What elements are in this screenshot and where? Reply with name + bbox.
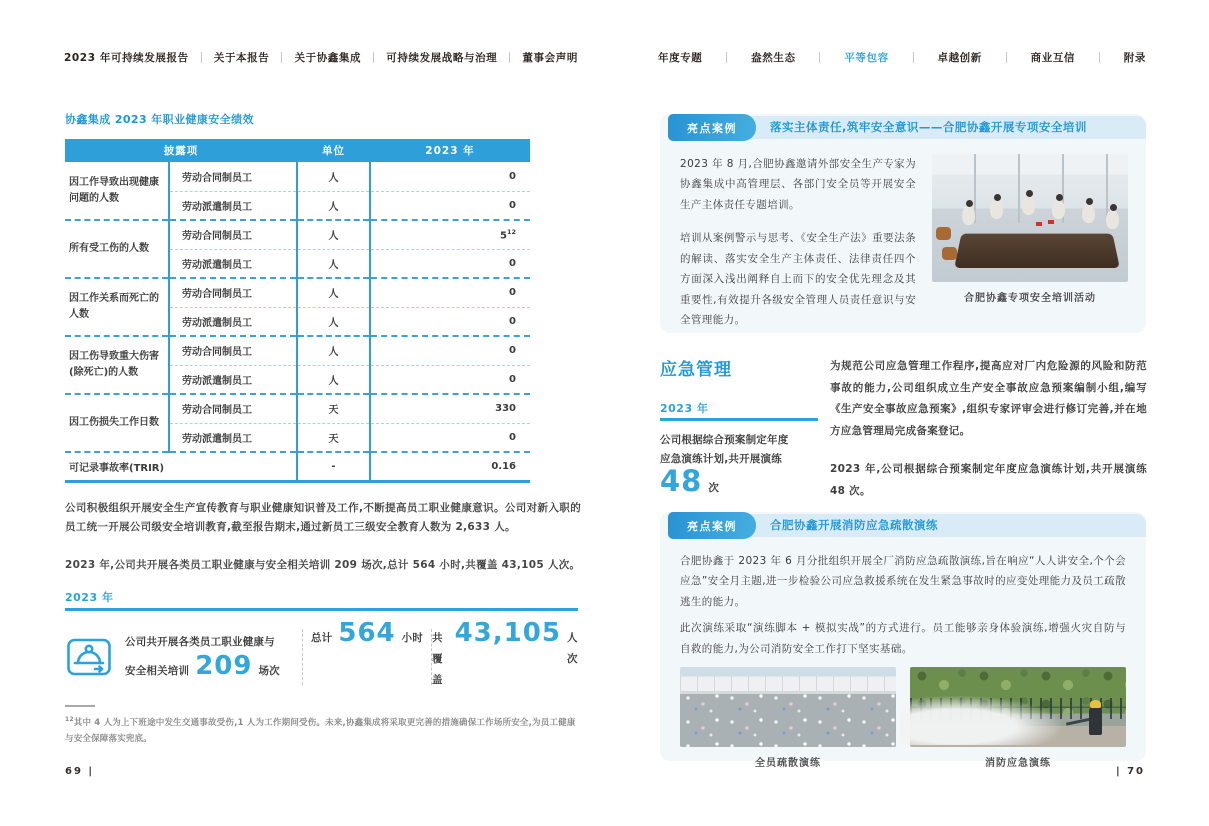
table-summary-row [65,452,530,481]
row-category: 因工作导致出现健康问题的人数 [69,176,159,204]
attendee [990,200,1003,219]
case-badge: 亮点案例 [668,114,756,141]
unit-cell: 人 [297,220,370,249]
table-title: 协鑫集成 2023 年职业健康安全绩效 [65,113,254,126]
stat-coverage [432,620,578,694]
value-cell: 330 [370,394,530,423]
stats-divider-rule [65,608,578,611]
row-category: 所有受工伤的人数 [65,220,169,278]
emergency-divider-rule [660,418,818,421]
chair [942,247,957,260]
stat-sessions-unit: 场次 [258,665,280,677]
body-paragraph-training-summary: 2023 年,公司共开展各类员工职业健康与安全相关培训 209 场次,总计 564 小时,共覆盖 43,105 人次。 [65,559,581,571]
unit-cell: - [297,452,370,481]
photo-fire-drill [910,667,1126,747]
drill-count-value: 48 [660,464,703,498]
employee-type: 劳动合同制员工 [169,220,297,249]
flag [1036,222,1042,226]
firefighter [1089,707,1102,735]
stat-coverage-prefix: 共覆盖 [432,632,443,686]
case-title: 落实主体责任,筑牢安全意识——合肥协鑫开展专项安全培训 [770,120,1087,134]
nav-item-appendix: 附录 [1123,52,1146,64]
employee-type: 劳动派遣制员工 [169,249,297,278]
stat-sessions-line1: 公司共开展各类员工职业健康与 [125,636,275,648]
emergency-paragraph2: 2023 年,公司根据综合预案制定年度应急演练计划,共开展演练 48 次。 [830,463,1147,497]
attendee [1052,200,1065,219]
value-cell: 0 [370,249,530,278]
footnote-marker: 12 [65,716,74,723]
section-heading-emergency-management: 应急管理 [660,360,732,380]
case-badge: 亮点案例 [668,512,756,539]
photo-caption: 消防应急演练 [985,758,1051,770]
trir-value: 0.16 [370,452,530,481]
nav-item-report-title: 2023 年可持续发展报告 [64,52,189,64]
header-year: 2023 年 [370,139,530,162]
nav-separator [373,52,374,63]
case-header [660,114,1146,141]
emergency-stat-text: 公司根据综合预案制定年度 应急演练计划,共开展演练 [660,434,789,465]
nav-item-equality-active: 平等包容 [844,52,889,64]
stats-year-label: 2023 年 [65,591,114,604]
nav-separator [281,52,282,63]
water-spray [900,696,1062,746]
table-row [65,162,530,191]
page-number-right: | 70 [1115,766,1145,777]
footnote-rule [65,705,95,707]
stat-hours [303,620,431,694]
photo-evacuation-drill [680,667,896,747]
emergency-stat-value [660,464,720,499]
row-category: 因工伤导致重大伤害(除死亡)的人数 [65,336,169,394]
unit-cell: 天 [297,423,370,452]
stat-sessions-value: 209 [195,651,253,681]
value-cell: 0 [370,336,530,365]
value-cell: 0 [370,307,530,336]
value-cell: 0 [370,365,530,394]
nav-separator [913,52,914,63]
page-number-left: 69 | [65,766,95,777]
unit-cell: 人 [297,307,370,336]
employee-type: 劳动合同制员工 [169,278,297,307]
emergency-year-label: 2023 年 [660,402,709,415]
photo-caption: 全员疏散演练 [755,758,821,770]
attendee [962,206,975,225]
nav-separator [726,52,727,63]
safety-performance-table [65,139,530,483]
stat-sessions-prefix: 安全相关培训 [125,665,190,677]
table-row [65,394,530,423]
footnote: $^{12}$其中 4 人为上下班途中发生交通事故受伤,1 人为工作期间受伤。未来,协鑫集成将采取更完善的措施确保工作场所安全,为员工健康与安全保障落实兜底。 [65,716,576,744]
employee-type: 劳动合同制员工 [169,162,297,191]
row-category: 因工伤损失工作日数 [65,394,169,452]
nav-item-business-trust: 商业互信 [1030,52,1076,64]
employee-type: 劳动合同制员工 [169,336,297,365]
nav-separator [1099,52,1100,63]
stat-coverage-value: 43,105 [454,618,561,648]
nav-item-about-company: 关于协鑫集成 [294,52,362,64]
factory-canopy [680,676,896,691]
nav-item-about-report: 关于本报告 [213,52,270,64]
trir-label: 可记录事故率(TRIR) [65,452,297,481]
nav-separator [1006,52,1007,63]
unit-cell: 人 [297,162,370,191]
nav-separator [509,52,510,63]
unit-cell: 天 [297,394,370,423]
nav-separator [201,52,202,63]
stat-coverage-unit: 人次 [566,632,578,665]
header-unit: 单位 [297,139,370,162]
stat-hours-prefix: 总计 [310,632,333,644]
attendee [1022,196,1035,215]
value-cell: 0 [370,278,530,307]
footnote-ref: 12 [506,228,516,237]
flag [1048,220,1054,224]
employee-type: 劳动派遣制员工 [169,365,297,394]
employee-type: 劳动派遣制员工 [169,423,297,452]
highlight-case-safety-training [660,114,1146,333]
chair [936,227,951,240]
table-row [65,278,530,307]
employee-type: 劳动派遣制员工 [169,307,297,336]
worker-helmet-icon [65,633,113,681]
row-category: 因工作关系而死亡的人数 [65,278,169,336]
stat-hours-unit: 小时 [401,632,424,644]
value-cell: 0 [370,423,530,452]
unit-cell: 人 [297,365,370,394]
value-cell: 0 [370,191,530,220]
photo-caption: 合肥协鑫专项安全培训活动 [964,293,1096,304]
case1-paragraph2: 培训从案例警示与思考、《安全生产法》重要法条的解读、落实安全生产主体责任、法律责任四个方面深入浅出阐释自上而下的安全优先理念及其重要性,有效提升各级安全管理人员责任意识与安全管理能力。 [680,232,916,327]
case2-paragraph1: 合肥协鑫于 2023 年 6 月分批组织开展全厂消防应急疏散演练,旨在响应“人人讲安全,个个会应急”安全月主题,进一步检验公司应急救援系统在发生紧急事故时的应变处理能力及员工疏散逃生的能力。 [680,555,1126,608]
highlight-case-fire-drill [660,512,1146,770]
stat-hours-value: 564 [338,618,396,648]
stat-sessions [65,620,302,694]
attendee [1106,210,1119,229]
employee-type: 劳动合同制员工 [169,394,297,423]
unit-cell: 人 [297,336,370,365]
value-cell: 0 [509,170,516,182]
employee-type: 劳动派遣制员工 [169,191,297,220]
nav-item-innovation: 卓越创新 [937,52,982,64]
case2-paragraph2: 此次演练采取“演练脚本 + 模拟实战”的方式进行。员工能够亲身体验演练,增强火灾自防与自救的能力,为公司消防安全工作打下坚实基础。 [680,622,1126,655]
training-stats-row [65,620,578,694]
case1-paragraph1: 2023 年 8 月,合肥协鑫邀请外部安全生产专家为协鑫集成中高管理层、各部门安全员等开展安全生产主体责任专题培训。 [680,158,916,211]
unit-cell: 人 [297,191,370,220]
emergency-paragraphs [830,356,1147,519]
table-row [65,336,530,365]
meeting-table [954,234,1120,268]
emergency-paragraph1: 为规范公司应急管理工作程序,提高应对厂内危险源的风险和防范事故的能力,公司组织成立生产安全事故应急预案编制小组,编写《生产安全事故应急预案》,组织专家评审会进行修订完善,并在地方应急管理局完成备案登记。 [830,360,1147,437]
nav-item-annual-topic: 年度专题 [658,52,703,64]
case-title: 合肥协鑫开展消防应急疏散演练 [770,518,938,532]
case-header [660,512,1146,539]
chapter-nav-left [64,50,578,65]
chapter-nav-right [658,50,1146,65]
nav-item-strategy: 可持续发展战略与治理 [386,52,498,64]
table-header-row [65,139,530,162]
nav-item-board-statement: 董事会声明 [522,52,578,64]
photo-safety-training-meeting [932,154,1128,282]
unit-cell: 人 [297,278,370,307]
value-cell: 5$^{12}$ [370,220,530,249]
unit-cell: 人 [297,249,370,278]
nav-item-ecology: 盎然生态 [751,52,796,64]
header-disclosure: 披露项 [65,139,297,162]
body-paragraph-training-education: 公司积极组织开展安全生产宣传教育与职业健康知识普及工作,不断提高员工职业健康意识。公司对新入职的员工统一开展公司级安全培训教育,截至报告期末,通过新员工三级安全教育人数为 2,633 人。 [65,502,581,534]
attendee [1082,204,1095,223]
table-row [65,220,530,249]
drill-count-unit: 次 [708,482,720,494]
nav-separator [819,52,820,63]
evacuation-crowd [680,691,896,747]
